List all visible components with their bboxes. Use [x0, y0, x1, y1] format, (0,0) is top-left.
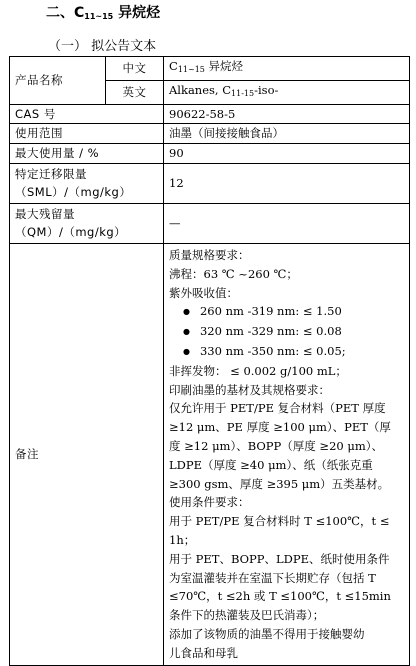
chinese-label: 中文: [106, 57, 164, 81]
uv-bullet-item: ● 320 nm -329 nm: ≤ 0.08: [169, 322, 404, 342]
section-heading: 二、$C_{11\sim 15}$ 异烷烃: [46, 5, 161, 21]
notes-label: 备注: [10, 243, 164, 665]
max-use-value: 90: [164, 144, 410, 164]
notes-line: 质量规格要求：: [169, 247, 250, 262]
notes-line: ≥12 μm、PE 厚度 ≥100 μm）、PET（厚: [169, 420, 391, 435]
notes-line: 使用条件要求：: [169, 495, 250, 510]
scope-label: 使用范围: [10, 124, 164, 144]
notes-line: 儿食品和母乳: [169, 645, 238, 660]
notes-line: 用于 PET、BOPP、LDPE、纸时使用条件: [169, 551, 390, 566]
notes-line: 仅允许用于 PET/PE 复合材料（PET 厚度: [169, 401, 386, 416]
scope-value: 油墨（间接接触食品）: [164, 124, 410, 144]
notes-line: ≤70℃，t ≤2h 或 T ≤100℃，t ≤15min: [169, 589, 391, 604]
notes-line: 用于 PET/PE 复合材料时 T ≤100℃，t ≤: [169, 514, 390, 529]
chinese-name-value: $C_{11\sim 15}$ 异烷烃: [164, 57, 410, 81]
cas-value: 90622-58-5: [164, 104, 410, 124]
english-name-value: Alkanes, $C_{11-15}-iso-$: [164, 80, 410, 104]
notes-line: 非挥发物： ≤ 0.002 g/100 mL；: [169, 363, 347, 378]
notes-line: 添加了该物质的油墨不得用于接触婴幼: [169, 626, 365, 641]
notes-line: 条件下的热灌装及巴氏消毒）；: [169, 608, 325, 623]
section-subheading: （一） 拟公告文本: [48, 39, 157, 54]
notes-line: 度 ≥12 μm）、BOPP（厚度 ≥20 μm）、: [169, 438, 383, 453]
qm-value: —: [164, 203, 410, 243]
qm-label: 最大残留量 （QM）/（mg/kg）: [10, 203, 164, 243]
notes-line: 紫外吸收值：: [169, 285, 238, 300]
notes-line: ≥300 gsm、厚度 ≥395 μm）五类基材。: [169, 476, 390, 491]
notes-line: 印刷油墨的基材及其规格要求：: [169, 382, 330, 397]
max-use-label: 最大使用量 / %: [10, 144, 164, 164]
cas-label: CAS 号: [10, 104, 164, 124]
notes-line: 为室温灌装并在室温下长期贮存（包括 T: [169, 570, 376, 585]
notes-line: 1h；: [169, 532, 196, 547]
sml-label: 特定迁移限量 （SML）/（mg/kg）: [10, 163, 164, 203]
english-label: 英文: [106, 80, 164, 104]
uv-bullet-item: ● 260 nm -319 nm: ≤ 1.50: [169, 302, 404, 322]
notes-line: LDPE（厚度 ≥40 μm）、纸（纸张克重: [169, 457, 373, 472]
uv-bullet-item: ● 330 nm -350 nm: ≤ 0.05;: [169, 342, 404, 362]
notes-line: 沸程：63 ℃ ~260 ℃；: [169, 266, 298, 281]
product-name-label: 产品名称: [10, 57, 106, 105]
notes-content: [164, 243, 410, 665]
sml-value: 12: [164, 163, 410, 203]
substance-table: [9, 56, 410, 666]
